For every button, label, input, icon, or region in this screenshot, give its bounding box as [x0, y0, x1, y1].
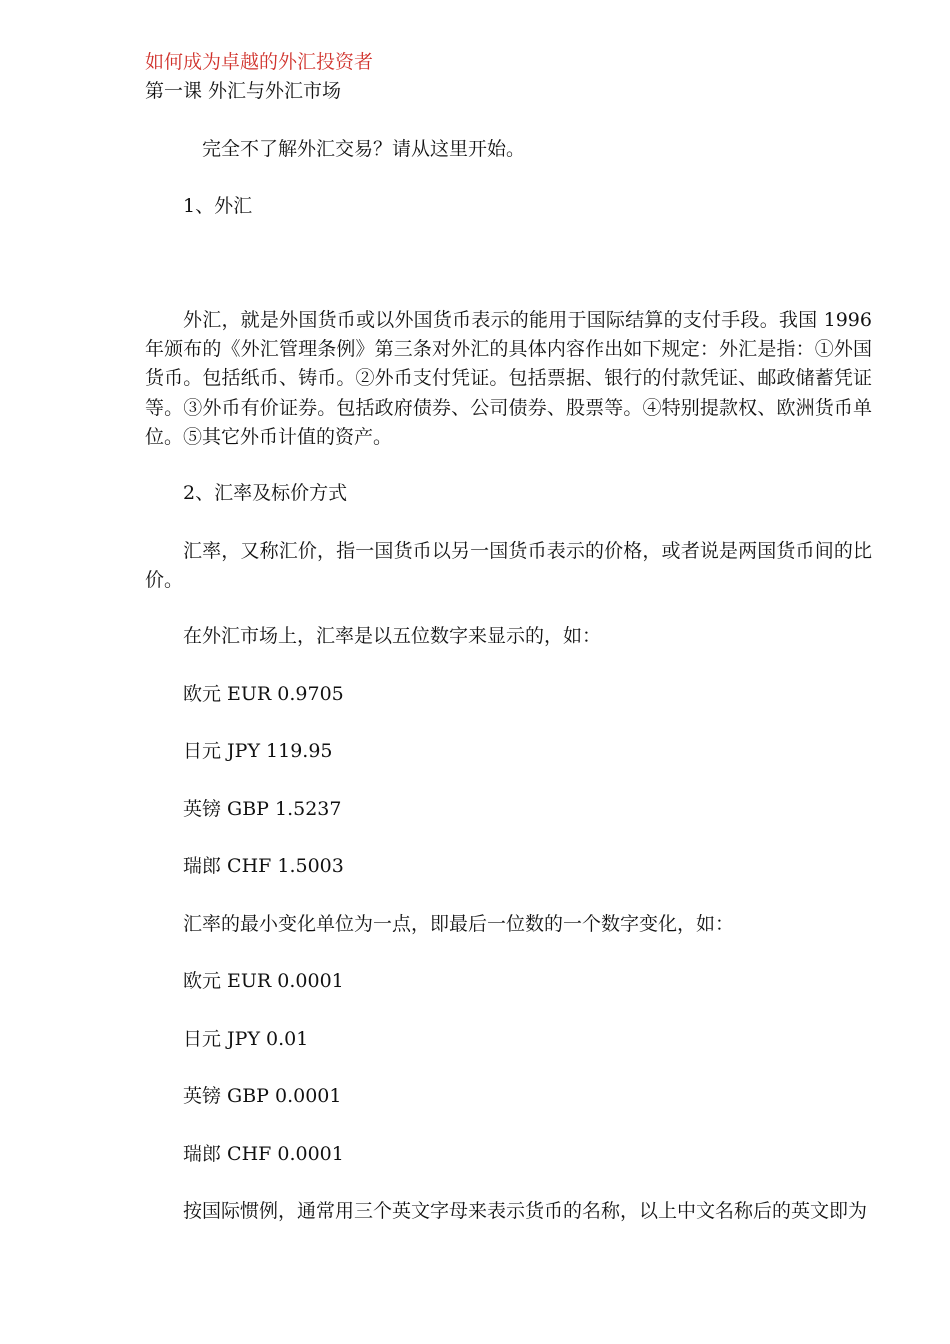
point-jpy: 日元 JPY 0.01 — [183, 1028, 309, 1050]
document-title: 如何成为卓越的外汇投资者 — [145, 51, 374, 73]
point-chf: 瑞郎 CHF 0.0001 — [183, 1143, 344, 1165]
section-2-body: 汇率，又称汇价，指一国货币以另一国货币表示的价格，或者说是两国货币间的比价。 — [145, 540, 872, 592]
closing-text: 按国际惯例，通常用三个英文字母来表示货币的名称，以上中文名称后的英文即为 — [183, 1200, 868, 1222]
section-1-heading: 1、外汇 — [183, 195, 253, 217]
quote-gbp: 英镑 GBP 1.5237 — [183, 798, 342, 820]
quote-chf: 瑞郎 CHF 1.5003 — [183, 855, 344, 877]
quote-jpy: 日元 JPY 119.95 — [183, 740, 333, 762]
point-gbp: 英镑 GBP 0.0001 — [183, 1085, 342, 1107]
quote-intro: 在外汇市场上，汇率是以五位数字来显示的，如： — [183, 625, 602, 647]
section-2-heading: 2、汇率及标价方式 — [183, 482, 348, 504]
lesson-heading: 第一课 外汇与外汇市场 — [145, 80, 342, 102]
quote-eur: 欧元 EUR 0.9705 — [183, 683, 344, 705]
section-1-body: 外汇，就是外国货币或以外国货币表示的能用于国际结算的支付手段。我国 1996 年颁布的《外汇管理条例》第三条对外汇的具体内容作出如下规定：外汇是指：①外国货币。包括纸币、铸币。②外币支付凭证。包括票据、银行的付款凭证、邮政储蓄凭证等。③外币有价证券。包括政府债券、公司债券、股票等。④特别提款权、欧洲货币单位。⑤其它外币计值的资产。 — [145, 309, 872, 448]
point-intro: 汇率的最小变化单位为一点，即最后一位数的一个数字变化，如： — [183, 913, 735, 935]
intro-text: 完全不了解外汇交易？请从这里开始。 — [202, 138, 526, 160]
point-eur: 欧元 EUR 0.0001 — [183, 970, 344, 992]
